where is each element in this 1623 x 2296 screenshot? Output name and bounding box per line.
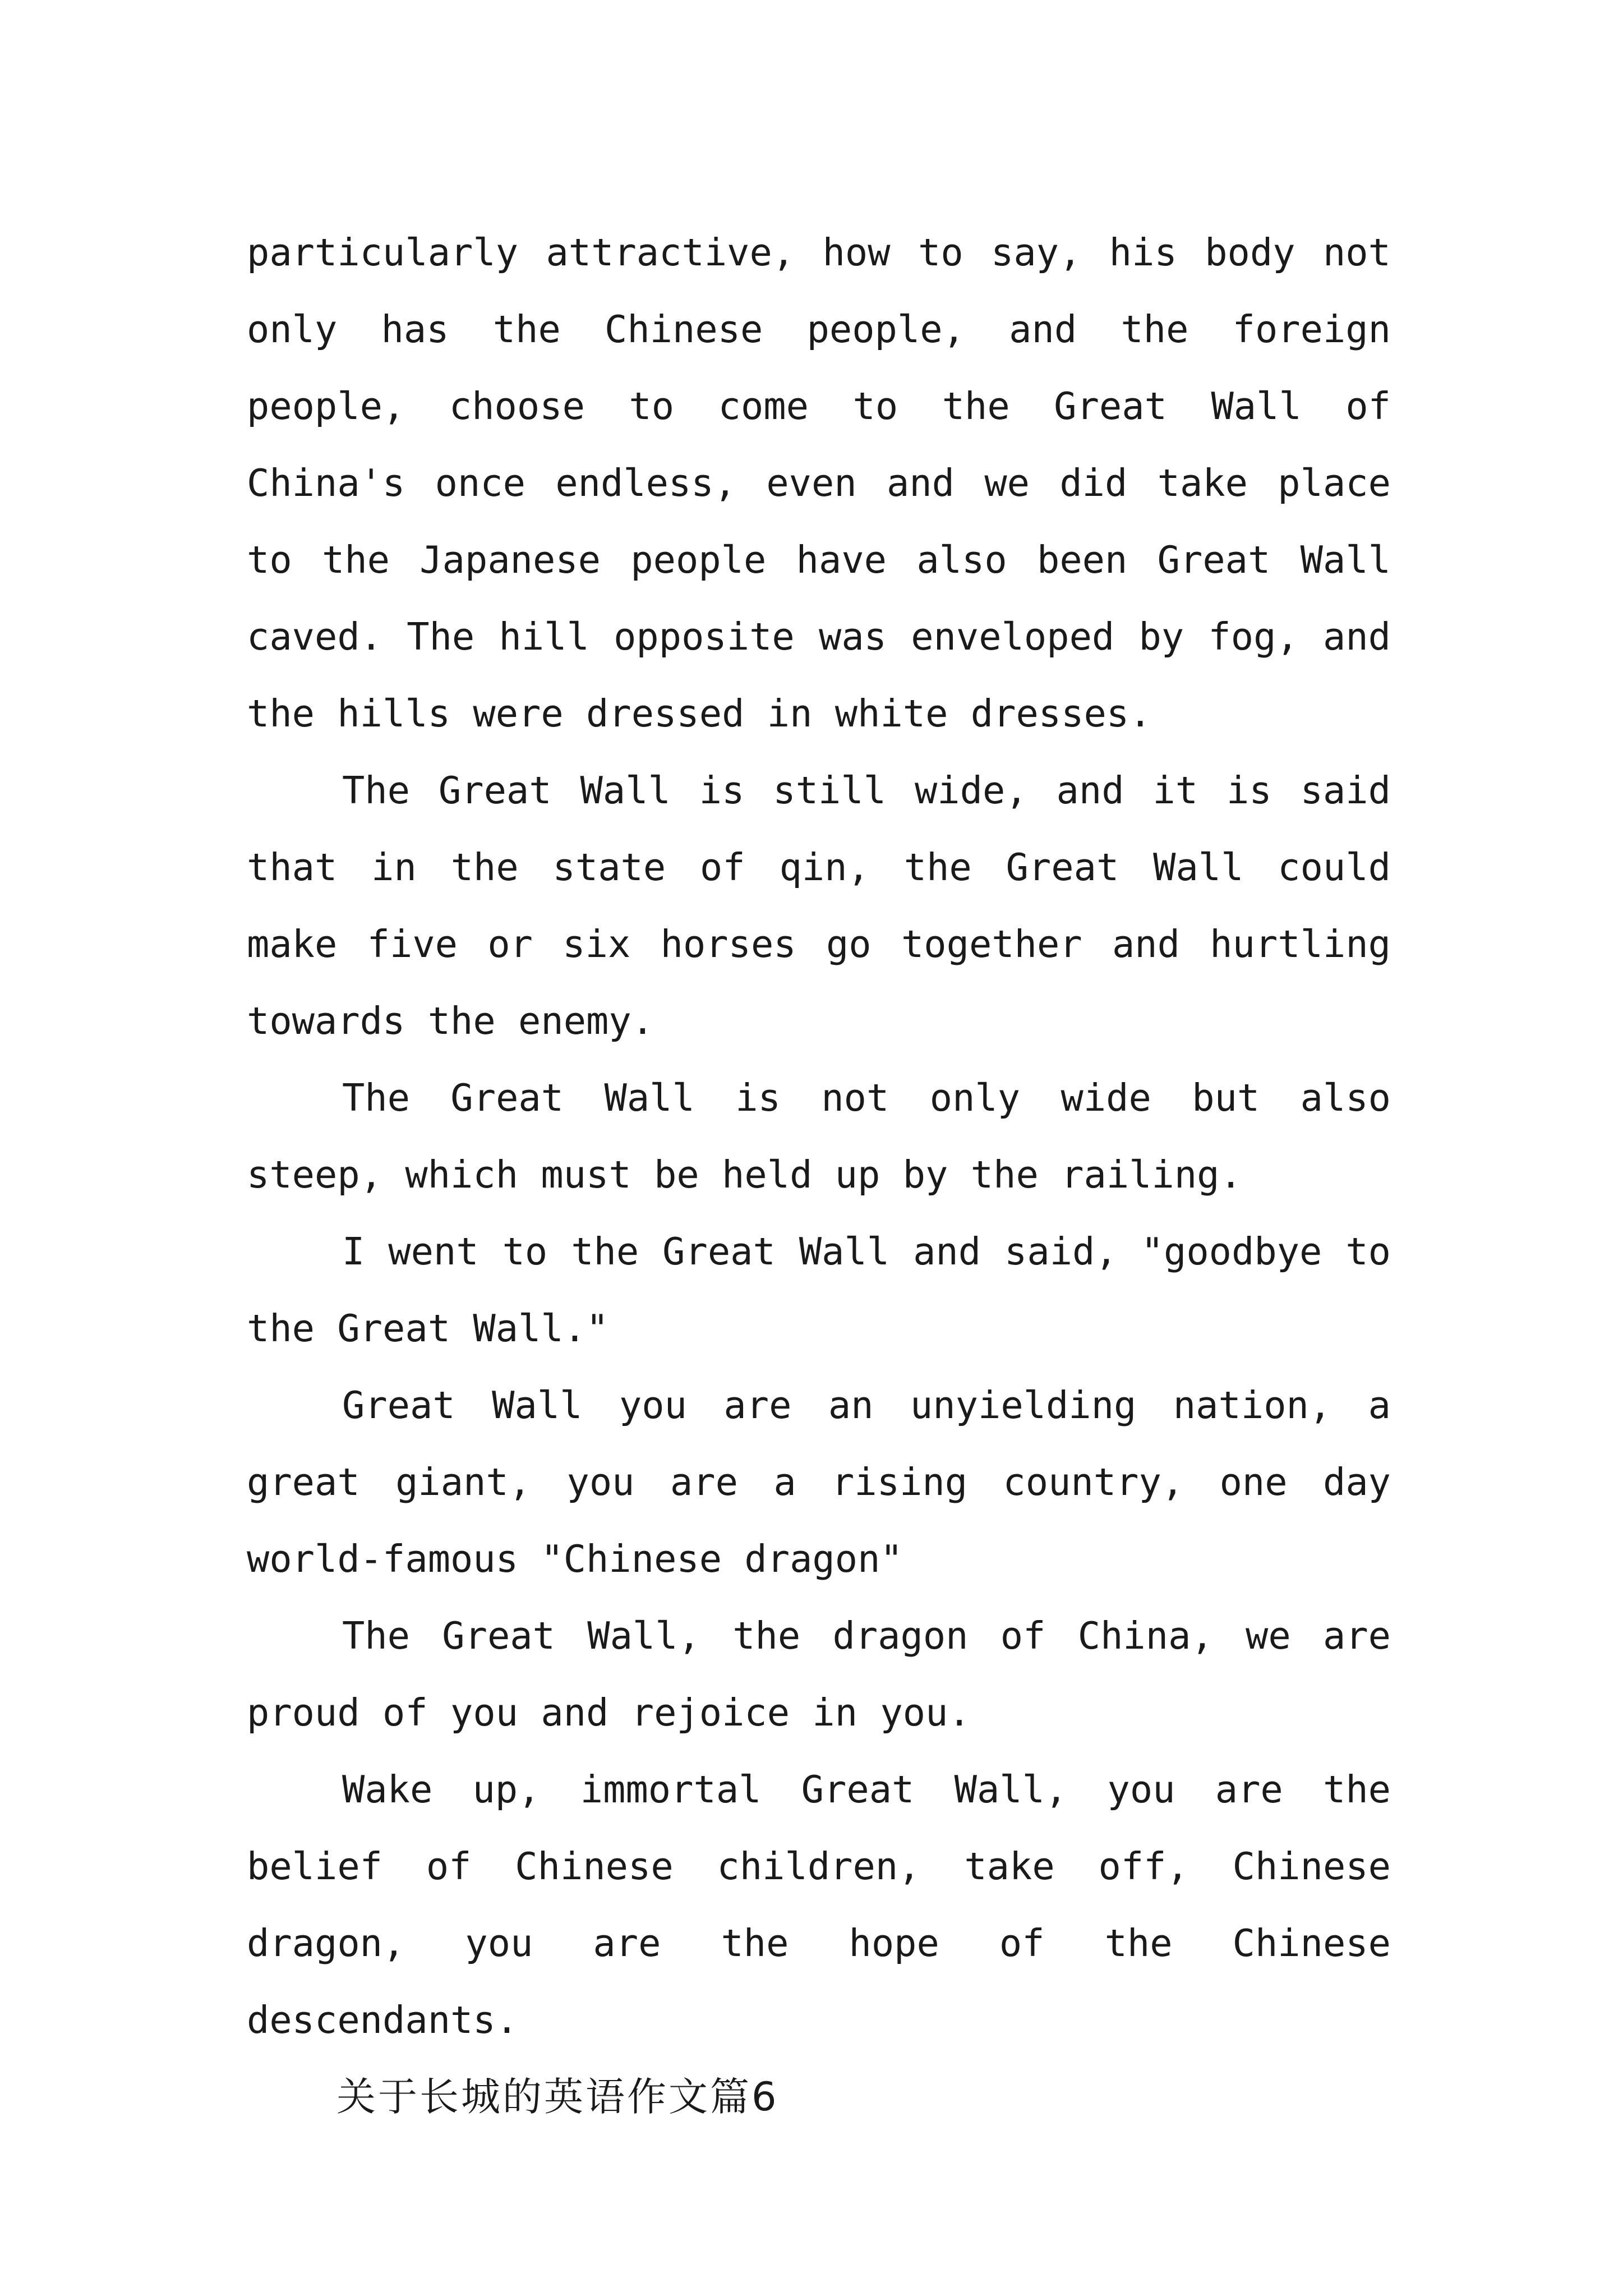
essay-body xyxy=(247,214,1391,2136)
paragraph-wake-up: Wake up, immortal Great Wall, you are the belief of Chinese children, take off, Chinese dragon, you are the hope of the Chinese descendants. xyxy=(247,1768,1391,2042)
section-heading: 关于长城的英语作文篇6 xyxy=(336,2074,779,2120)
paragraph-continuation: particularly attractive, how to say, his body not only has the Chinese people, and the foreign people, choose to come to the Great Wall of China's once endless, even and we did take place to the Japanese people have also been Great Wall caved. The hill opposite was enveloped by fog, and the hills were dressed in white dresses. xyxy=(247,231,1391,735)
paragraph-wall-width: The Great Wall is still wide, and it is said that in the state of qin, the Great Wall could make five or six horses go together and hurtling towards the enemy. xyxy=(247,769,1391,1043)
paragraph-dragon-of-china: The Great Wall, the dragon of China, we are proud of you and rejoice in you. xyxy=(247,1614,1391,1734)
paragraph-goodbye: I went to the Great Wall and said, "goodbye to the Great Wall." xyxy=(247,1230,1391,1350)
paragraph-unyielding-nation: Great Wall you are an unyielding nation, a great giant, you are a rising country, one day world-famous "Chinese dragon" xyxy=(247,1383,1391,1581)
paragraph-wall-steep: The Great Wall is not only wide but also steep, which must be held up by the railing. xyxy=(247,1076,1391,1197)
